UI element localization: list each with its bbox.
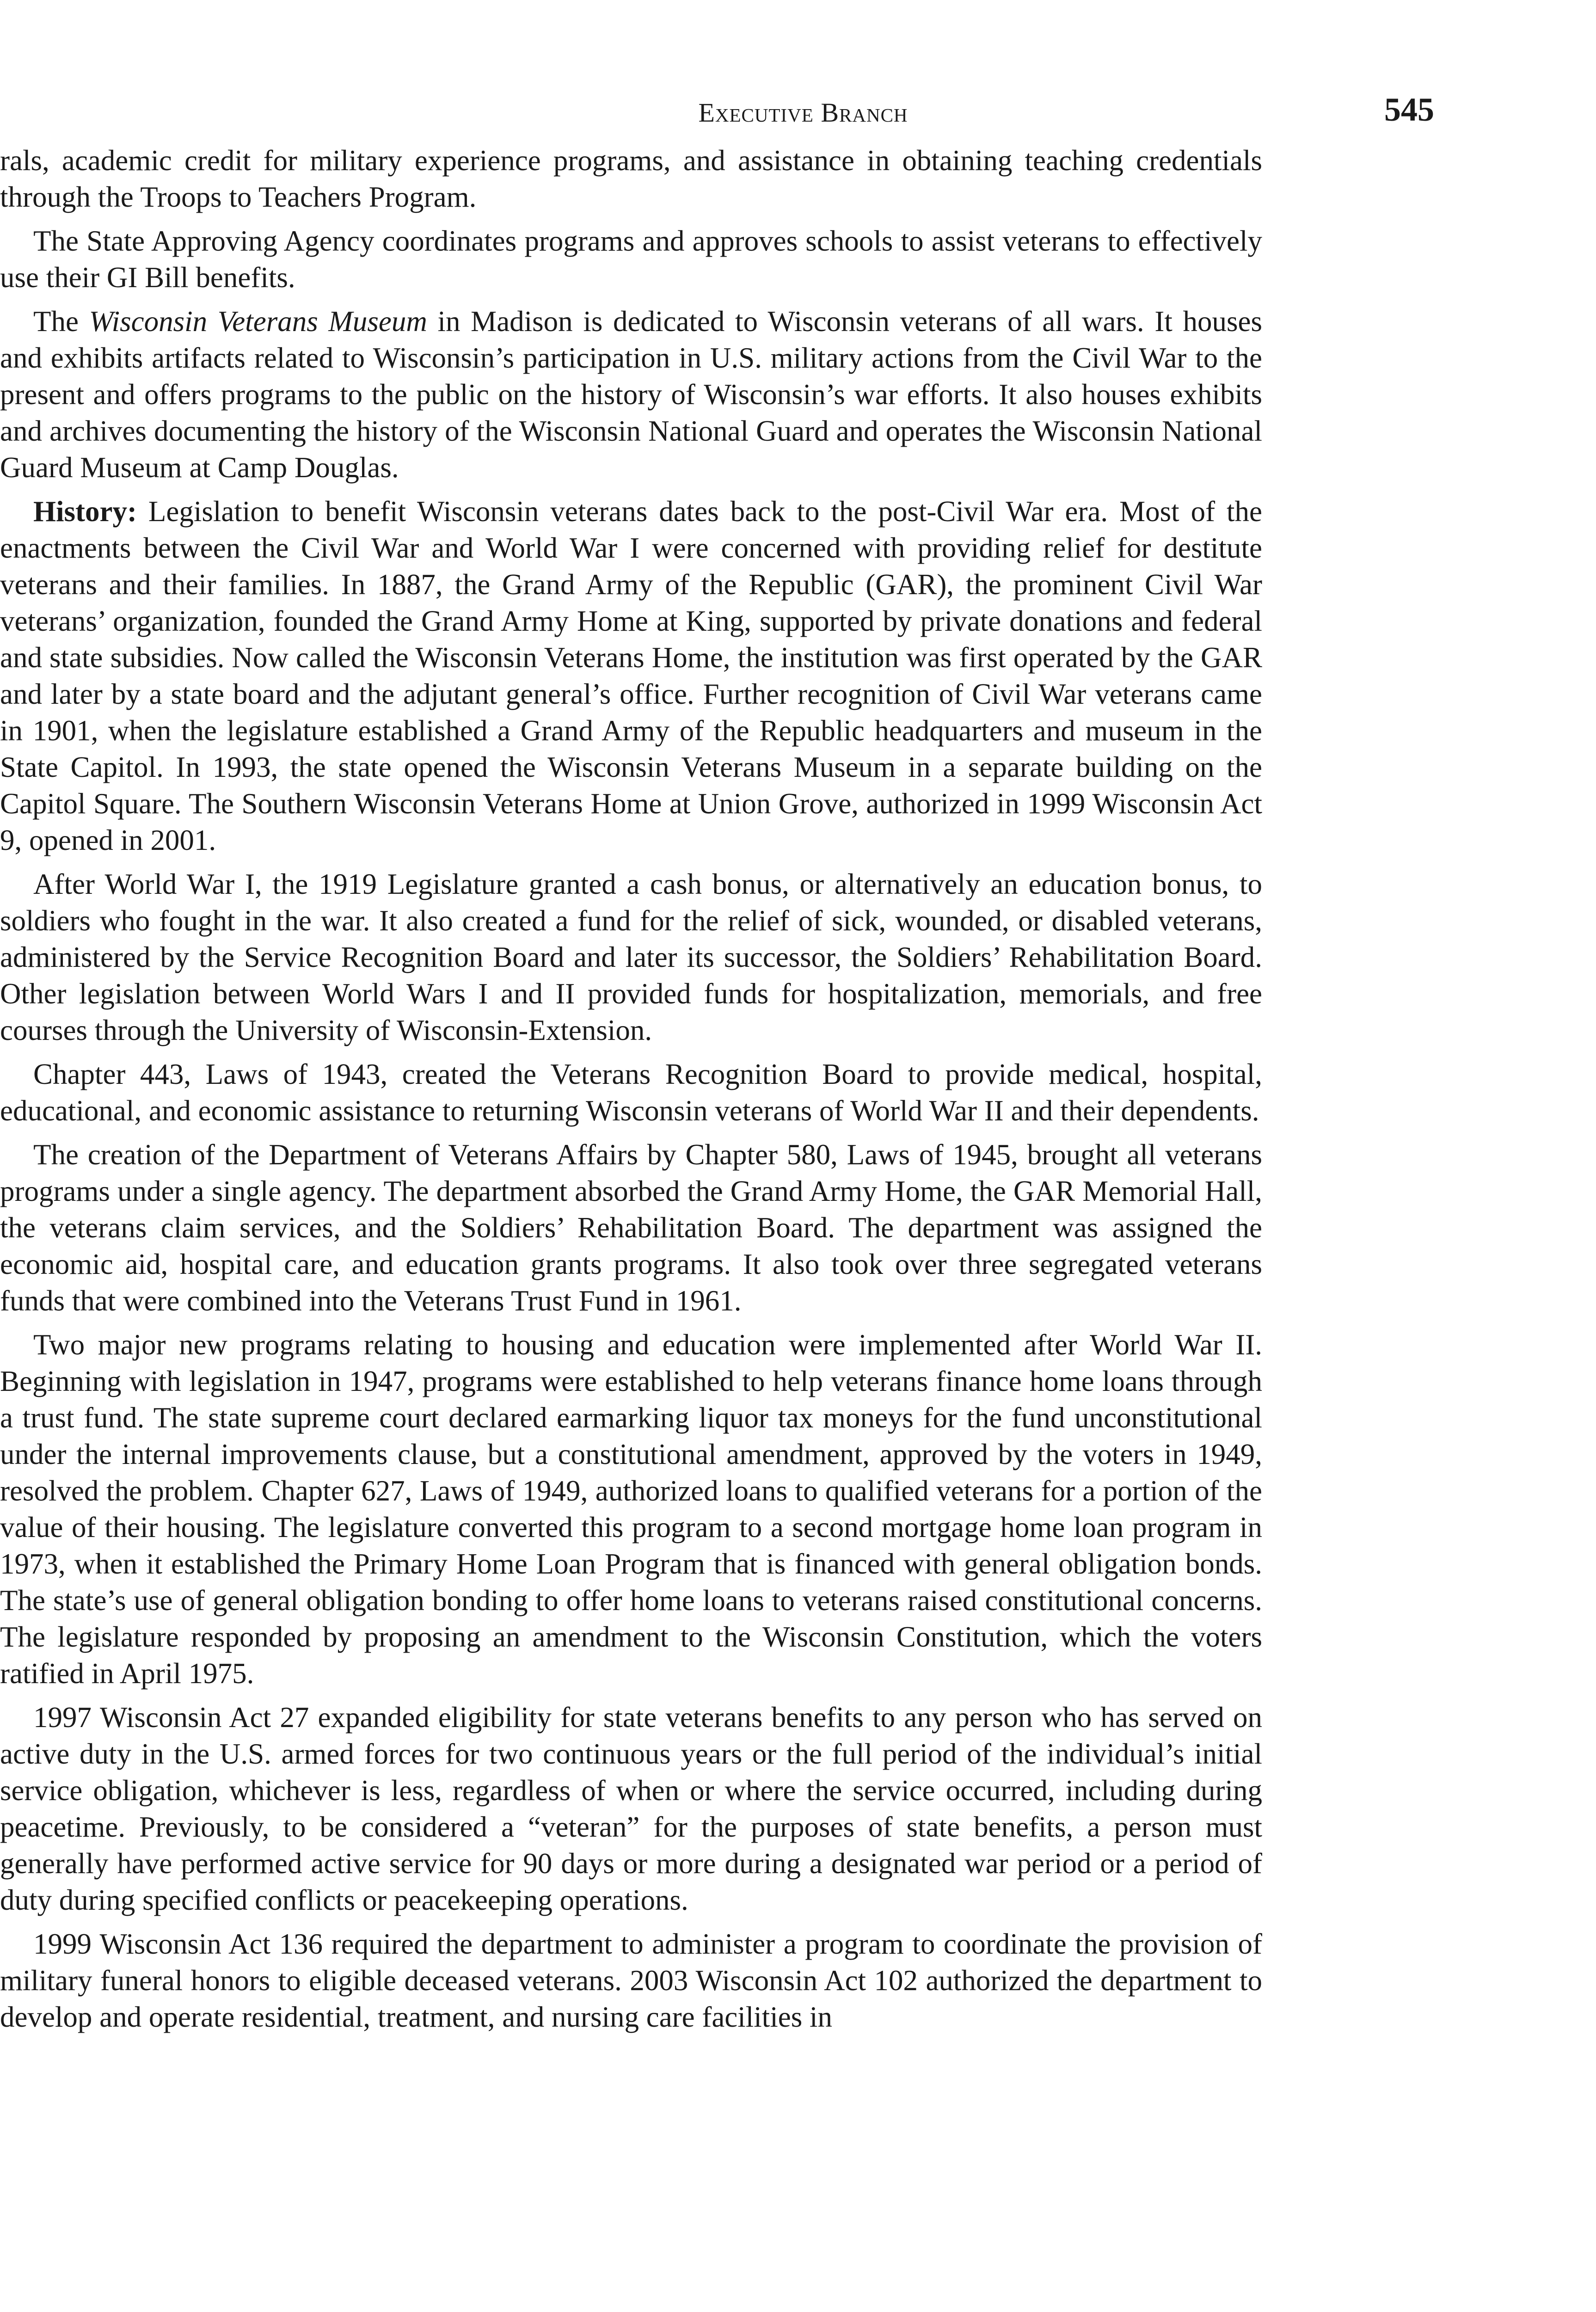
page-number: 545 [1384, 91, 1434, 128]
paragraph-3-text: in Madison is dedicated to Wisconsin veterans of all wars. It houses and exhibits artifacts related to Wisconsin’s participation in U.S. military actions from the Civil War to the present and offers programs to the public on the history of Wisconsin’s war efforts. It also houses exhibits and archives documenting the history of the Wisconsin National Guard and operates the Wisconsin National Guard Museum at Camp Douglas. [0, 305, 1262, 484]
paragraph-6: Chapter 443, Laws of 1943, created the Veterans Recognition Board to provide medical, hospital, educational, and economic assistance to returning Wisconsin veterans of World War II and their dependents. [0, 1058, 1262, 1127]
paragraph-history [0, 493, 1262, 859]
paragraph-8: Two major new programs relating to housing and education were implemented after World War II. Beginning with legislation in 1947, programs were established to help veterans finance home loans through a trust fund. The state supreme court declared earmarking liquor tax moneys for the fund unconstitutional under the internal improvements clause, but a constitutional amendment, approved by the voters in 1949, resolved the problem. Chapter 627, Laws of 1949, authorized loans to qualified veterans for a portion of the value of their housing. The legislature converted this program to a second mortgage home loan program in 1973, when it established the Primary Home Loan Program that is financed with general obligation bonds. The state’s use of general obligation bonding to offer home loans to veterans raised constitutional concerns. The legislature responded by proposing an amendment to the Wisconsin Constitution, which the voters ratified in April 1975. [0, 1328, 1262, 1690]
paragraph-9: 1997 Wisconsin Act 27 expanded eligibility for state veterans benefits to any person who has served on active duty in the U.S. armed forces for two continuous years or the full period of the individual’s initial service obligation, whichever is less, regardless of when or where the service occurred, including during peacetime. Previously, to be considered a “veteran” for the purposes of state benefits, a person must generally have performed active service for 90 days or more during a designated war period or a period of duty during specified conflicts or peacekeeping operations. [0, 1701, 1262, 1916]
page-header [172, 92, 1434, 143]
document-body [0, 142, 1262, 2043]
paragraph-2: The State Approving Agency coordinates programs and approves schools to assist veterans to effectively use their GI Bill benefits. [0, 225, 1262, 294]
paragraph-3-prefix: The [33, 305, 89, 338]
paragraph-1: rals, academic credit for military experience programs, and assistance in obtaining teaching credentials through the Troops to Teachers Program. [0, 144, 1262, 213]
museum-name: Wisconsin Veterans Museum [89, 305, 427, 338]
history-text: Legislation to benefit Wisconsin veterans dates back to the post-Civil War era. Most of the enactments between the Civil War and World War I were concerned with providing relief for destitute veterans and their families. In 1887, the Grand Army of the Republic (GAR), the prominent Civil War veterans’ organization, founded the Grand Army Home at King, supported by private donations and federal and state subsidies. Now called the Wisconsin Veterans Home, the institution was first operated by the GAR and later by a state board and the adjutant general’s office. Further recognition of Civil War veterans came in 1901, when the legislature established a Grand Army of the Republic headquarters and museum in the State Capitol. In 1993, the state opened the Wisconsin Veterans Museum in a separate building on the Capitol Square. The Southern Wisconsin Veterans Home at Union Grove, authorized in 1999 Wisconsin Act 9, opened in 2001. [0, 495, 1262, 856]
paragraph-10: 1999 Wisconsin Act 136 required the department to administer a program to coordinate the provision of military funeral honors to eligible deceased veterans. 2003 Wisconsin Act 102 authorized the department to develop and operate residential, treatment, and nursing care facilities in [0, 1928, 1262, 2033]
paragraph-7: The creation of the Department of Veterans Affairs by Chapter 580, Laws of 1945, brought all veterans programs under a single agency. The department absorbed the Grand Army Home, the GAR Memorial Hall, the veterans claim services, and the Soldiers’ Rehabilitation Board. The department was assigned the economic aid, hospital care, and education grants programs. It also took over three segregated veterans funds that were combined into the Veterans Trust Fund in 1961. [0, 1138, 1262, 1317]
history-label: History: [33, 495, 137, 528]
running-head: Executive Branch [698, 98, 908, 128]
document-page [172, 92, 1434, 143]
paragraph-5: After World War I, the 1919 Legislature granted a cash bonus, or alternatively an education bonus, to soldiers who fought in the war. It also created a fund for the relief of sick, wounded, or disabled veterans, administered by the Service Recognition Board and later its successor, the Soldiers’ Rehabilitation Board. Other legislation between World Wars I and II provided funds for hospitalization, memorials, and free courses through the University of Wisconsin-Extension. [0, 868, 1262, 1046]
paragraph-3 [0, 303, 1262, 486]
